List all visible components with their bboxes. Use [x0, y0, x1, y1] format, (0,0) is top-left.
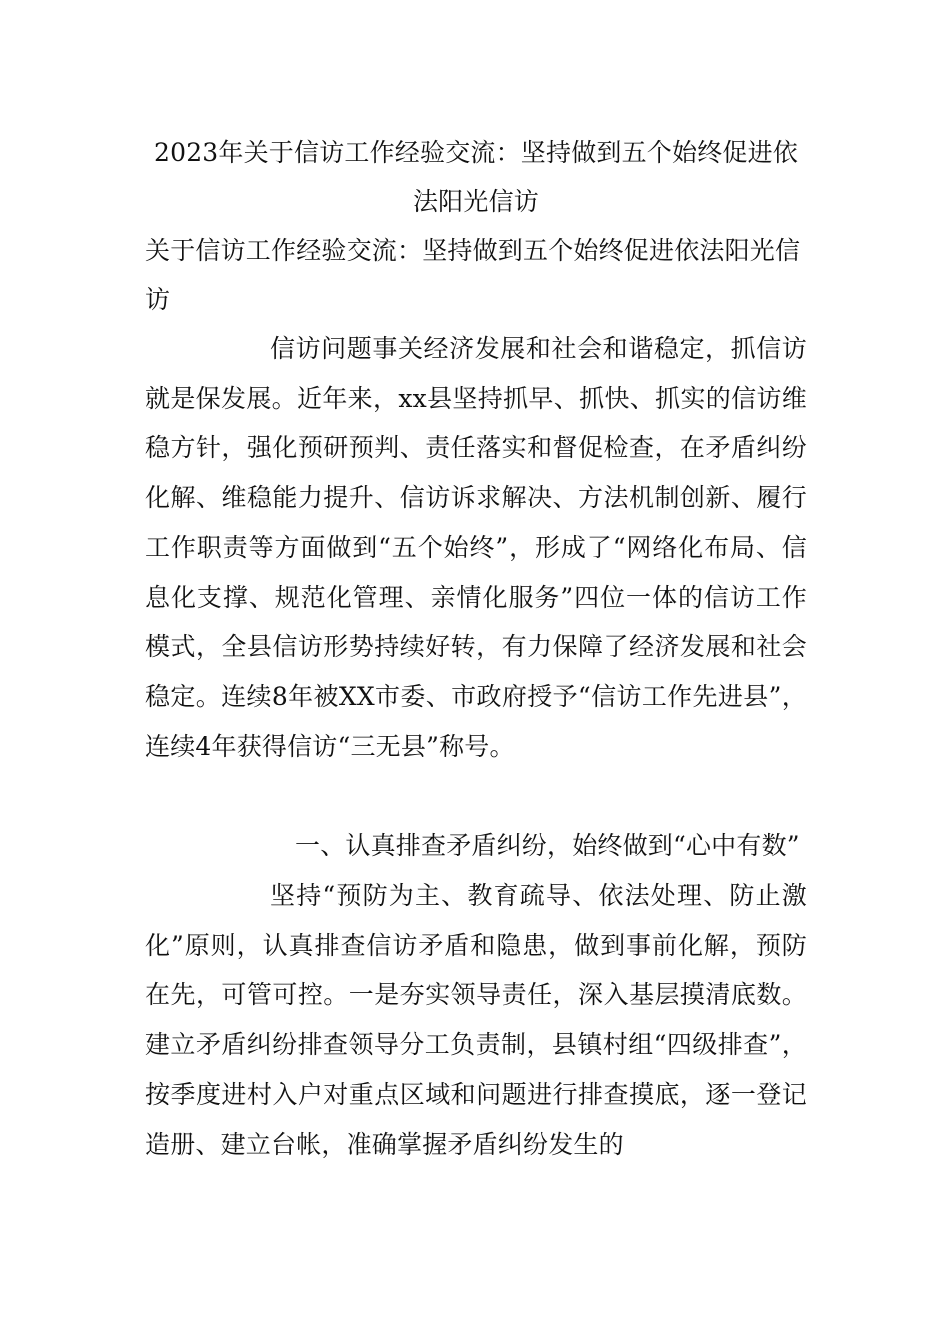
document-title: 2023年关于信访工作经验交流：坚持做到五个始终促进依法阳光信访	[153, 138, 799, 216]
intro-paragraph: 信访问题事关经济发展和社会和谐稳定，抓信访就是保发展。近年来，xx县坚持抓早、抓快、抓实的信访维稳方针，强化预研预判、责任落实和督促检查，在矛盾纠纷化解、维稳能力提升、信访诉求解决、方法机制创新、履行工作职责等方面做到“五个始终”，形成了“网络化布局、信息化支撑、规范化管理、亲情化服务”四位一体的信访工作模式，全县信访形势持续好转，有力保障了经济发展和社会稳定。连续8年被XX市委、市政府授予“信访工作先进县”，连续4年获得信访“三无县”称号。	[145, 334, 807, 761]
document-subtitle: 关于信访工作经验交流：坚持做到五个始终促进依法阳光信访	[145, 236, 801, 314]
section-heading-1: 一、认真排查矛盾纠纷，始终做到“心中有数”	[295, 831, 800, 861]
paragraph-spacer	[145, 771, 807, 821]
section-1-paragraph: 坚持“预防为主、教育疏导、依法处理、防止激化”原则，认真排查信访矛盾和隐患，做到事前化解，预防在先，可管可控。一是夯实领导责任，深入基层摸清底数。建立矛盾纠纷排查领导分工负责制，县镇村组“四级排查”，按季度进村入户对重点区域和问题进行排查摸底，逐一登记造册、建立台帐，准确掌握矛盾纠纷发生的	[145, 881, 807, 1159]
document-page	[145, 128, 807, 1169]
